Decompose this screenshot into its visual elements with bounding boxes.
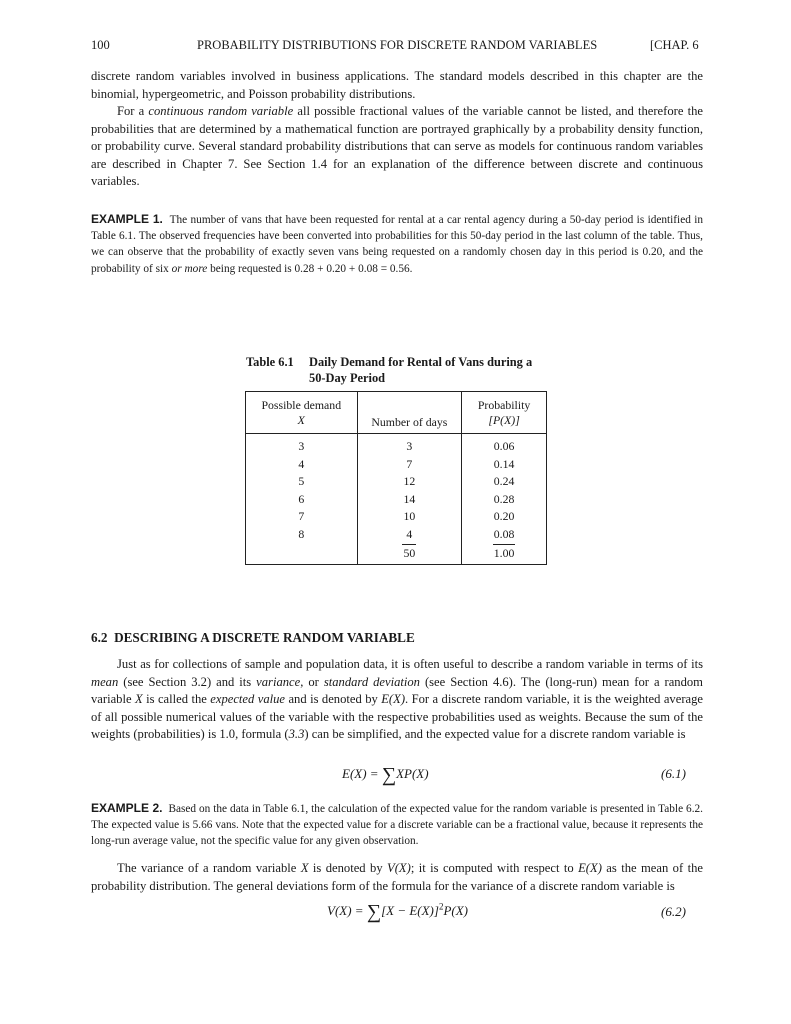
table-label: Table 6.1 — [246, 355, 294, 369]
table-6-1-caption — [246, 354, 566, 386]
section-paragraph: Just as for collections of sample and population data, it is often useful to describe a random variable in terms of its mean (see Section 3.2) and its variance, or standard deviation (see Section 4.6). The (long-run) mean for a random variable X is called the expected value and is denoted by E(X). For a discrete random variable, it is the weighted average of all possible numerical values of the variable with the respective probabilities used as weights. Because the sum of the weights (probabilities) is 1.0, formula (3.3) can be simplified, and the expected value for a discrete random variable is — [91, 657, 703, 742]
intro-paragraph-1: discrete random variables involved in business applications. The standard models described in this chapter are the binomial, hypergeometric, and Poisson probability distributions. — [91, 69, 703, 101]
running-title: PROBABILITY DISTRIBUTIONS FOR DISCRETE RANDOM VARIABLES — [197, 38, 598, 52]
equation-6-2-number: (6.2) — [661, 904, 686, 919]
table-total-row — [246, 543, 547, 565]
equation-6-1-number: (6.1) — [661, 766, 686, 781]
variance-paragraph: The variance of a random variable X is denoted by V(X); it is computed with respect to E(X) as the mean of the probability distribution. The general deviations form of the formula for the variance of a discrete random variable is — [91, 861, 703, 893]
total-probability: 1.00 — [493, 545, 515, 560]
table-6-1 — [245, 391, 547, 565]
equation-6-2: $V(X) = \sum[X - E(X)]^2P(X)$ — [327, 901, 468, 923]
table-row: 3 3 0.06 — [246, 434, 547, 456]
summation-symbol: ∑ — [366, 901, 382, 923]
table-row: 4 7 0.14 — [246, 456, 547, 474]
intro-paragraph-2: For a continuous random variable all possible fractional values of the variable cannot be listed, and therefore the probabilities that are determined by a mathematical function are portrayed graphically by a probability density function, or probability curve. Several standard probability distributions that can serve as models for continuous random variables are described in Chapter 7. See Section 1.4 for an explanation of the difference between discrete and continuous variables. — [91, 104, 703, 189]
total-days: 50 — [403, 545, 416, 560]
table-row: 8 4 0.08 — [246, 526, 547, 544]
col-header-probability: Probability [P(X)] — [462, 392, 547, 434]
example-1-label: EXAMPLE 1. — [91, 212, 163, 226]
col-header-days: Number of days — [357, 392, 462, 434]
table-title-line-2: 50-Day Period — [309, 371, 386, 385]
summation-symbol: ∑ — [381, 764, 397, 786]
table-row: 6 14 0.28 — [246, 491, 547, 509]
table-row: 5 12 0.24 — [246, 473, 547, 491]
col-header-demand: Possible demand X — [246, 392, 358, 434]
page-number: 100 — [91, 38, 110, 52]
table-row: 7 10 0.20 — [246, 508, 547, 526]
equation-6-1: E(X) = ∑XP(X) — [342, 764, 429, 786]
example-2-label: EXAMPLE 2. — [91, 801, 163, 815]
section-heading: 6.2 DESCRIBING A DISCRETE RANDOM VARIABLE — [91, 630, 415, 645]
table-title-line-1: Daily Demand for Rental of Vans during a — [309, 355, 533, 369]
example-2: EXAMPLE 2. Based on the data in Table 6.1, the calculation of the expected value for the random variable is presented in Table 6.2. The expected value is 5.66 vans. Note that the expected value for a discrete variable can be a fractional value, because it represents the long-run average value, not the specific value for any given observation. — [91, 801, 703, 848]
example-1: EXAMPLE 1. The number of vans that have been requested for rental at a car rental agency during a 50-day period is identified in Table 6.1. The observed frequencies have been converted into probabilities for this 50-day period in the last column of the table. Thus, we can observe that the probability of exactly seven vans being requested on a randomly chosen day in this period is 0.20, and the probability of six or more being requested is 0.28 + 0.20 + 0.08 = 0.56. — [91, 212, 703, 275]
chapter-marker: [CHAP. 6 — [650, 38, 699, 52]
